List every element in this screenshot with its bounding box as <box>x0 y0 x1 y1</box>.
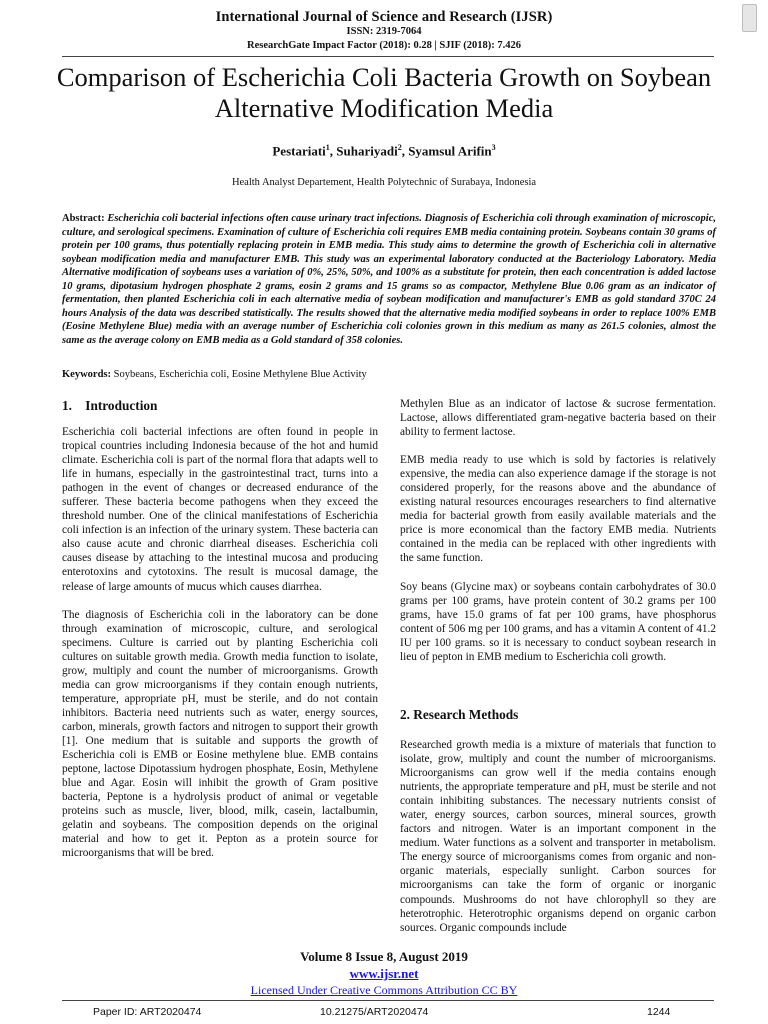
abstract <box>62 212 716 347</box>
author-name: Syamsul Arifin <box>408 143 492 159</box>
author-list <box>0 143 768 159</box>
author-affiliation-mark: 1 <box>325 143 330 152</box>
author-affiliation-mark: 2 <box>397 143 402 152</box>
affiliation: Health Analyst Departement, Health Polytechnic of Surabaya, Indonesia <box>231 177 537 188</box>
author-separator: , <box>329 143 337 159</box>
paragraph: Escherichia coli bacterial infections are often found in people in tropical countries including Indonesia because of the hot and humid climate. Escherichia coli is part of the normal flora that adapts well to life in humans, especially in the gastrointestinal tract, turns into a pathogen in the event of changes or decreased endurance of the sufferer. These bacteria become pathogens when they exceed the threshold number. One of the clinical manifestations of Escherichia coli infection is an infection of the urinary system. These bacteria can also cause acute and chronic diarrheal diseases. Escherichia coli causes disease by attaching to the intestinal mucosa and producing enterotoxins and cytotoxins. The result is mucosal damage, the release of large amounts of mucus which causes diarrhea. <box>62 426 378 593</box>
right-column <box>400 397 716 678</box>
section-heading-introduction: 1. Introduction <box>62 398 158 413</box>
keywords-text: Soybeans, Escherichia coli, Eosine Methylene Blue Activity <box>113 369 367 380</box>
journal-name: International Journal of Science and Research (IJSR) <box>215 9 553 25</box>
paper-id: Paper ID: ART2020474 <box>93 1006 202 1018</box>
author-name: Suhariyadi <box>336 143 398 159</box>
author-name: Pestariati <box>272 143 326 159</box>
author-separator: , <box>401 143 409 159</box>
journal-website-link[interactable]: www.ijsr.net <box>349 966 419 981</box>
abstract-text: Escherichia coli bacterial infections often cause urinary tract infections. Diagnosis of Escherichia coli through examination of microscopic, culture, and serological specimens. Examination of culture of Escherichia coli requires EMB media containing protein. Soybeans contain 30 grams of protein per 100 grams, thus potentially replacing protein in EMB media. This study aims to determine the growth of Escherichia coli in alternative soybean modification media and manufacturer EMB. This study was an experimental laboratory conducted at the Bacteriology Laboratory. Media Alternative modification of soybeans uses a variation of 0%, 25%, 50%, and 100% as a substitute for protein, then each concentration is added lactose 10 grams, dipotasium hydrogen phosphate 2 grams, eosin 2 grams and 15 grams so as compactor, Methylene Blue 0.06 gram as an indicator of fermentation, then planted Escherichia coli in each alternative media of soybean modification and manufacturer's EMB as gold standard 370C 24 hours Analysis of the data was described statistically. The results showed that the alternative media modified soybeans in order to replace 100% EMB (Eosine Methylene Blue) media with an average number of Escherichia coli colonies grown in this medium as many as 261.5 colonies, almost the same as the average colony on EMB media as a Gold standard of 358 colonies. <box>62 213 716 346</box>
volume-issue: Volume 8 Issue 8, August 2019 <box>300 949 468 964</box>
paragraph: EMB media ready to use which is sold by factories is relatively expensive, the media can also experience damage if the storage is not considered properly, for the reasons above and the abundance of existing natural resources encourages researchers to find alternative media for bacterial growth from easily available materials and the price is more economical than the factory EMB media. Nutrients contained in the media can be replaced with other ingredients with the same function. <box>400 454 716 565</box>
footer-divider <box>62 1000 714 1001</box>
paragraph: The diagnosis of Escherichia coli in the laboratory can be done through examination of microscopic, culture, and serological specimens. Culture is carried out by planting Escherichia coli cultures on suitable growth media. Growth media function to isolate, grow, multiply and count the number of microorganisms. Growth media can grow microorganisms if they contain enough nutrients, temperature, appropriate pH, must be sterile, and do not contain inhibitors. Bacteria need nutrients such as water, energy sources, carbon, minerals, growth factors and nitrogen to support their growth [1]. One medium that is suitable and supports the growth of Escherichia coli is EMB or Eosine methylene blue. EMB contains peptone, lactose Dipotassium hydrogen phosphate, Eosin, Methylene blue and Agar. Eosin will inhibit the growth of Gram positive bacteria, Peptone is a hydrolysis product of animal or vegetable proteins such as muscle, liver, blood, milk, casein, lactalbumin, gelatin and soybeans. The composition depends on the original material and how to get it. Pepton as a protein source for microorganisms that will be bred. <box>62 608 378 860</box>
issn: ISSN: 2319-7064 <box>346 26 422 37</box>
header-divider <box>62 56 714 57</box>
paragraph: Researched growth media is a mixture of materials that function to isolate, grow, multiply and count the number of microorganisms. Microorganisms can grow well if the media contains enough nutrients, the appropriate temperature and pH, must be sterile and not contain inhibiting substances. The necessary nutrients consist of water, energy sources, carbon sources, mineral sources, growth factors and nitrogen. Water is an important component in the medium. Water functions as a solvent and transporter in metabolism. The energy source of microorganisms comes from organic and non-organic materials, especially sunlight. Carbon sources for microorganisms can take the form of organic or inorganic compounds. Mushrooms do not have chlorophyll so they are heterotrophic. Heterotrophic organisms depend on organic carbon sources. Organic compounds include <box>400 739 716 934</box>
abstract-label: Abstract: <box>62 213 105 224</box>
paragraph: Methylen Blue as an indicator of lactose & sucrose fermentation. Lactose, allows differentiated gram-negative bacteria based on their ability to ferment lactose. <box>400 398 716 439</box>
left-column <box>62 425 378 874</box>
paragraph: Soy beans (Glycine max) or soybeans contain carbohydrates of 30.0 grams per 100 grams, have protein content of 30.2 grams per 100 grams, have 15.0 grams of fat per 100 grams, have phosphorus content of 506 mg per 100 grams, and has a vitamin A content of 41.2 IU per 100 grams. so it is necessary to conduct soybean research in lieu of pepton in EMB medium to Escherichia coli growth. <box>400 580 716 663</box>
author-affiliation-mark: 3 <box>491 143 496 152</box>
section-heading-research-methods: 2. Research Methods <box>400 707 519 722</box>
impact-factor: ResearchGate Impact Factor (2018): 0.28 | SJIF (2018): 7.426 <box>247 40 521 51</box>
keywords <box>62 369 716 380</box>
license-link[interactable]: Licensed Under Creative Commons Attribution CC BY <box>250 983 518 997</box>
keywords-label: Keywords: <box>62 369 111 380</box>
doi: 10.21275/ART2020474 <box>320 1006 429 1018</box>
paper-title: Comparison of Escherichia Coli Bacteria Growth on Soybean Alternative Modification Media <box>56 62 712 123</box>
page-number: 1244 <box>647 1006 671 1018</box>
right-column-methods <box>400 738 716 949</box>
